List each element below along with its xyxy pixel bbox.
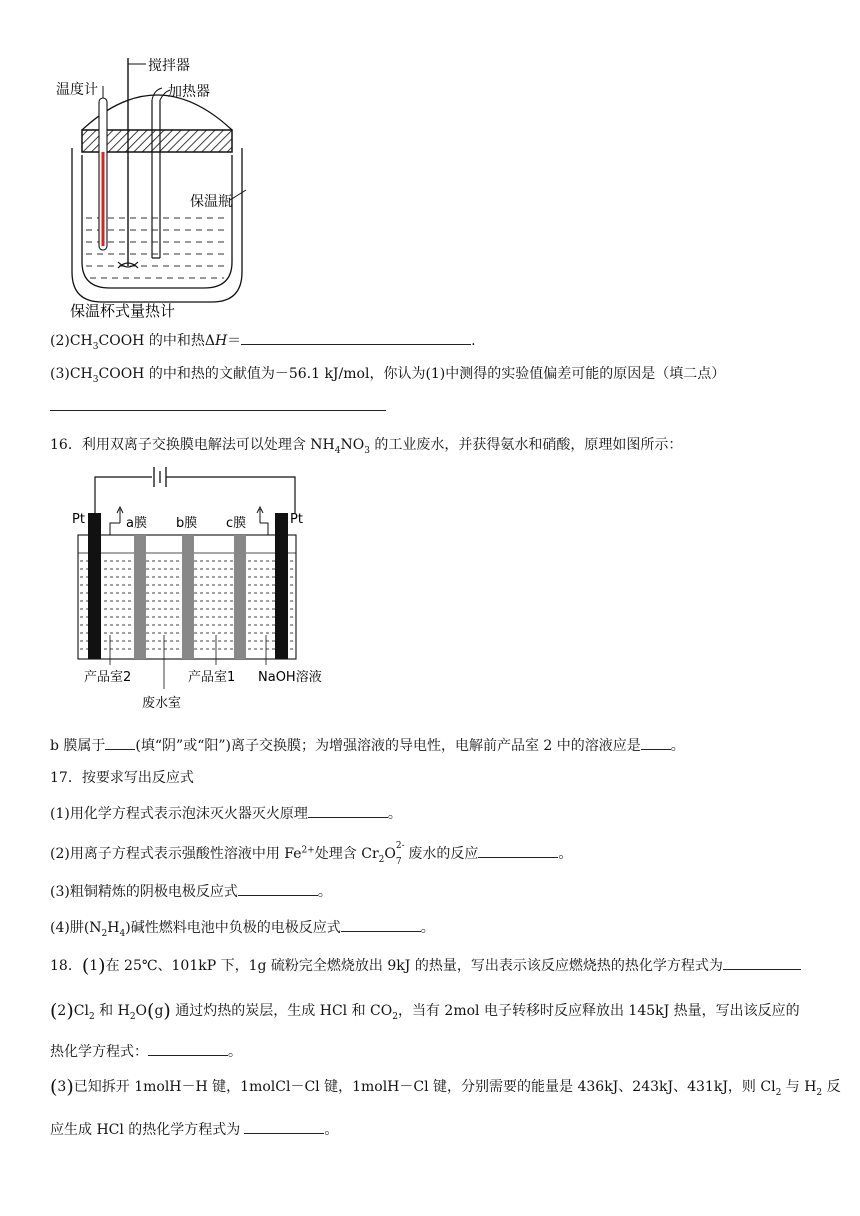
membrane-c-label: c膜 (226, 516, 247, 531)
answer-blank[interactable] (244, 1119, 324, 1134)
q18-part3-line2: 应生成 HCl 的热化学方程式为 。 (50, 1119, 338, 1140)
q18-part1: 18．(1)在 25℃、101kP 下，1g 硫粉完全燃烧放出 9kJ 的热量，写出表示该反应燃烧热的热化学方程式为 (50, 955, 801, 976)
q18-part3: (3)已知拆开 1molH－H 键，1molCl－Cl 键，1molH－Cl 键，分别需要的能量是 436kJ、243kJ、431kJ，则 $Cl_2$ 与 $H_2$ 反 (50, 1076, 841, 1098)
answer-blank[interactable] (238, 881, 318, 896)
flask-label: 保温瓶 (190, 194, 232, 210)
q17-part2: (2)用离子方程式表示强酸性溶液中用 $Fe^{2+}$处理含 $Cr_2O$ 2- 7 废水的反应 。 (50, 841, 573, 867)
membrane-a-label: a膜 (126, 516, 147, 531)
q15-part3: $(3)CH_3COOH$ 的中和热的文献值为－56.1 kJ/mol，你认为(1)中测得的实验值偏差可能的原因是（填二点） (50, 366, 726, 385)
q17-title: 17．按要求写出反应式 (50, 770, 194, 786)
answer-blank[interactable] (641, 735, 671, 750)
answer-blank[interactable] (241, 330, 471, 345)
calorimeter-figure (50, 40, 280, 320)
stirrer-label: 搅拌器 (148, 58, 190, 74)
answer-blank-long[interactable] (50, 410, 386, 411)
naoh-solution-label: NaOH溶液 (258, 670, 322, 685)
q17-part4: (4)肼$(N_2H_4)$碱性燃料电池中负极的电极反应式 。 (50, 917, 435, 938)
pt-left-label: Pt (72, 512, 85, 527)
product-room-1-label: 产品室1 (188, 670, 236, 685)
q15-part2: $(2)CH_3COOH$ 的中和热ΔH＝ . (50, 330, 476, 351)
answer-blank[interactable] (723, 955, 801, 970)
answer-blank[interactable] (105, 735, 135, 750)
thermometer-label: 温度计 (56, 82, 98, 98)
q16-stem: 16．利用双离子交换膜电解法可以处理含 $NH_4NO_3$ 的工业废水，并获得氨水和硝酸，原理如图所示： (50, 437, 683, 456)
q18-part2-line2: 热化学方程式： 。 (50, 1041, 242, 1062)
product-room-2-label: 产品室2 (84, 670, 132, 685)
answer-blank[interactable] (308, 803, 388, 818)
q18-part2: $(2)Cl_2$ 和 $H_2O(g)$ 通过灼热的炭层，生成 HCl 和 $CO_2$，当有 2mol 电子转移时反应释放出 145kJ 热量，写出该反应的 (50, 1000, 800, 1022)
answer-blank[interactable] (341, 917, 421, 932)
heater-label: 加热器 (168, 84, 210, 100)
calorimeter-caption: 保温杯式量热计 (70, 302, 176, 320)
q17-part1: (1)用化学方程式表示泡沫灭火器灭火原理 。 (50, 803, 402, 824)
q17-part3: (3)粗铜精炼的阴极电极反应式 。 (50, 881, 332, 902)
waste-room-label: 废水室 (142, 696, 182, 711)
electrolysis-figure (70, 465, 330, 715)
answer-blank[interactable] (148, 1041, 228, 1056)
q16-question: b 膜属于 (填“阴”或“阳”)离子交换膜；为增强溶液的导电性，电解前产品室 2 中的溶液应是 。 (50, 735, 685, 756)
answer-blank[interactable] (478, 843, 558, 858)
pt-right-label: Pt (290, 512, 303, 527)
membrane-b-label: b膜 (176, 516, 198, 531)
